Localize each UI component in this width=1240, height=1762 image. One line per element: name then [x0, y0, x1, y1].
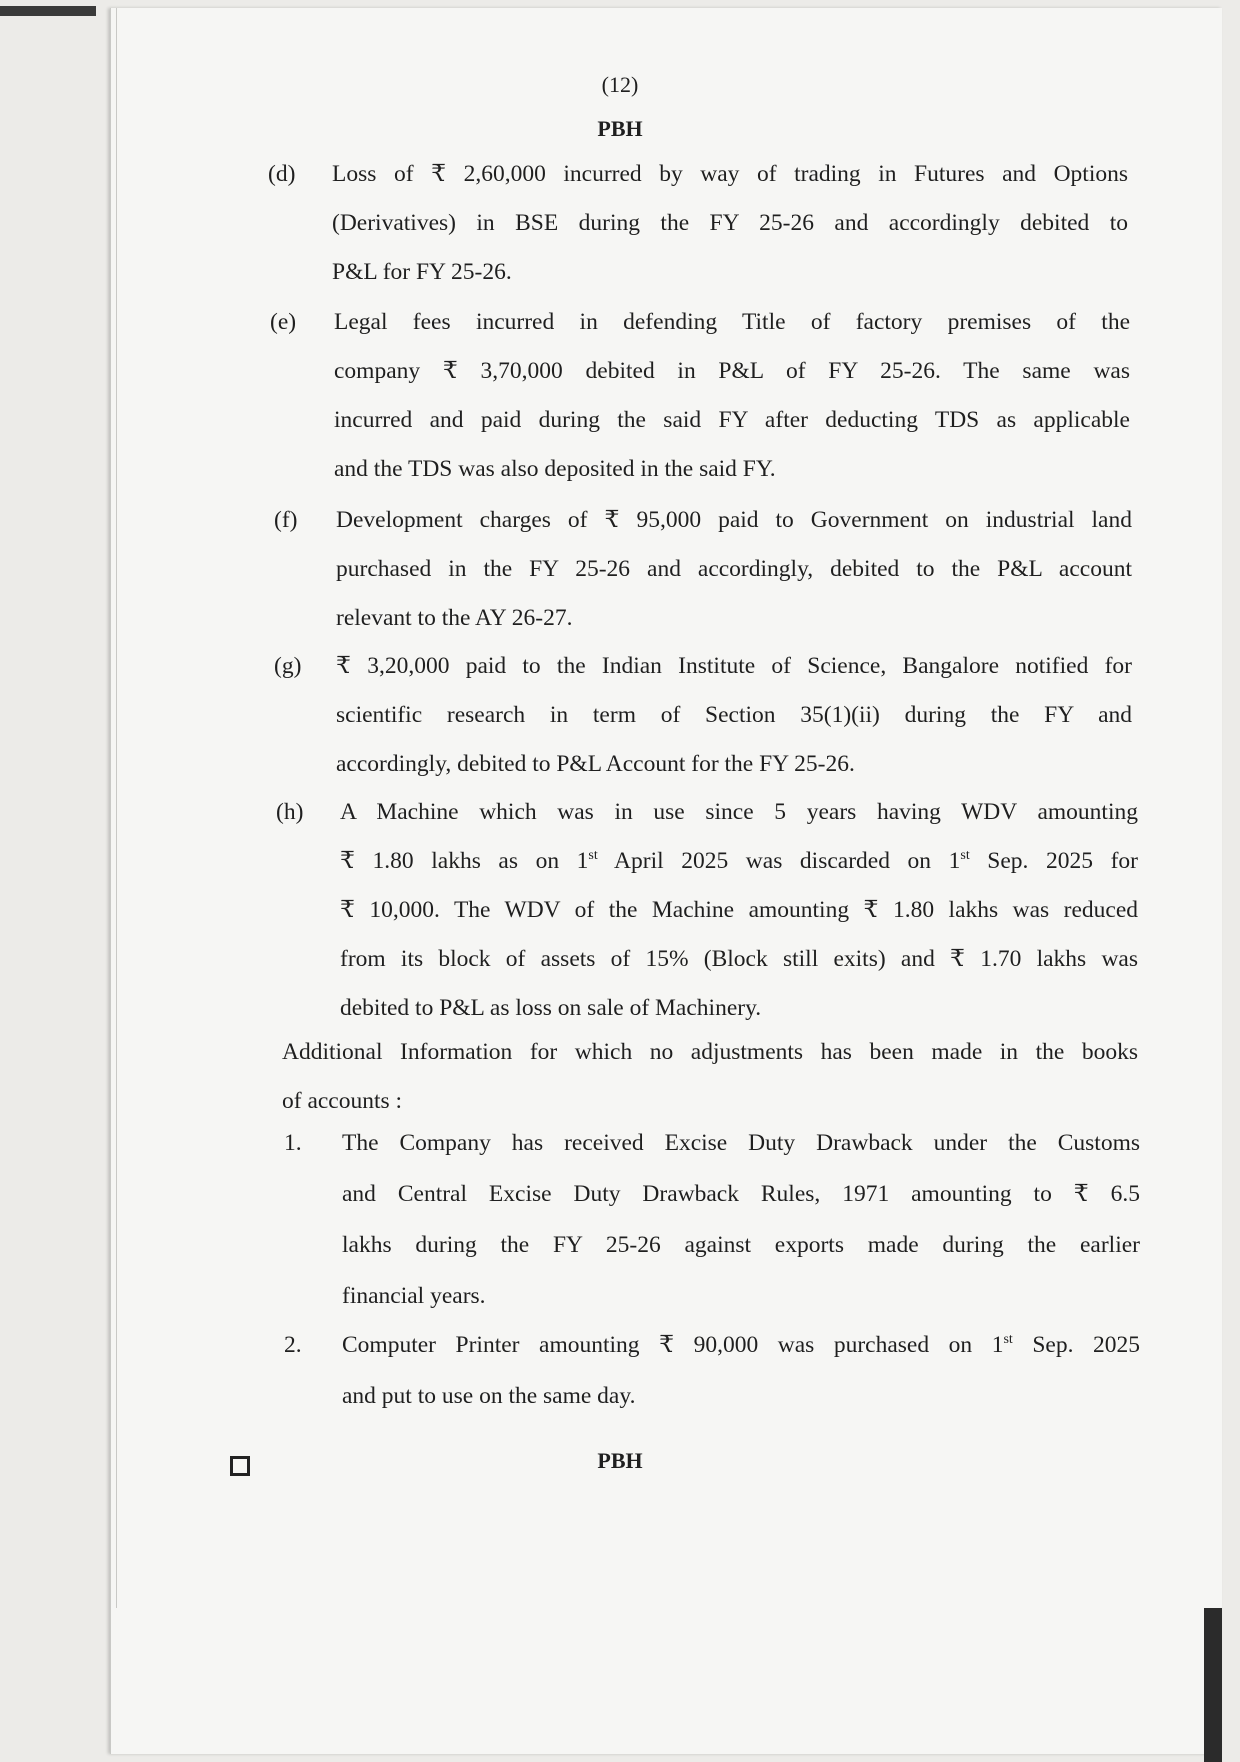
text-line: relevant to the AY 26-27.: [336, 605, 573, 631]
item-label: (d): [268, 161, 296, 187]
text-line: company ₹ 3,70,000 debited in P&L of FY 25-26. The same was: [334, 358, 1130, 384]
page-edge-line: [116, 8, 117, 1608]
text-line: Development charges of ₹ 95,000 paid to Government on industrial land: [336, 507, 1132, 533]
text-line: The Company has received Excise Duty Drawback under the Customs: [342, 1130, 1140, 1156]
additional-info-intro: [282, 1028, 1138, 1126]
text-line: ₹ 10,000. The WDV of the Machine amounting ₹ 1.80 lakhs was reduced: [340, 897, 1138, 923]
text-line: (Derivatives) in BSE during the FY 25-26 and accordingly debited to: [332, 210, 1128, 236]
point-label: 2.: [284, 1332, 302, 1358]
point-label: 1.: [284, 1130, 302, 1156]
text-line: and the TDS was also deposited in the said FY.: [334, 456, 776, 482]
page-number: (12): [601, 72, 639, 97]
text-line: A Machine which was in use since 5 years having WDV amounting: [340, 799, 1138, 825]
page-edge-line: [110, 8, 111, 1754]
point-text: [342, 1320, 1140, 1422]
text-line: from its block of assets of 15% (Block still exits) and ₹ 1.70 lakhs was: [340, 946, 1138, 972]
text-line: and put to use on the same day.: [342, 1383, 636, 1409]
item-text: [336, 642, 1132, 789]
item-text: [332, 150, 1128, 297]
item-label: (e): [270, 309, 297, 335]
text-line: Legal fees incurred in defending Title of factory premises of the: [334, 309, 1130, 335]
text-line: debited to P&L as loss on sale of Machinery.: [340, 995, 762, 1021]
point-text: [342, 1118, 1140, 1322]
scan-edge-mark: [0, 6, 96, 16]
text-line: P&L for FY 25-26.: [332, 259, 512, 285]
text-line: of accounts :: [282, 1088, 403, 1114]
text-line: financial years.: [342, 1283, 486, 1309]
text-line: lakhs during the FY 25-26 against exports made during the earlier: [342, 1232, 1140, 1258]
item-text: [340, 788, 1138, 1033]
scan-shadow-bar: [1204, 1608, 1222, 1762]
item-text: [336, 496, 1132, 643]
text-line: Computer Printer amounting ₹ 90,000 was purchased on 1st Sep. 2025: [342, 1332, 1141, 1358]
text-line: ₹ 1.80 lakhs as on 1st April 2025 was discarded on 1st Sep. 2025 for: [340, 848, 1138, 874]
item-label: (h): [276, 799, 304, 825]
text-line: ₹ 3,20,000 paid to the Indian Institute of Science, Bangalore notified for: [336, 653, 1132, 679]
text-line: accordingly, debited to P&L Account for the FY 25-26.: [336, 751, 855, 777]
text-line: scientific research in term of Section 35(1)(ii) during the FY and: [336, 702, 1132, 728]
paper-code-footer: PBH: [597, 1448, 643, 1473]
item-label: (g): [274, 653, 302, 679]
text-line: purchased in the FY 25-26 and accordingly, debited to the P&L account: [336, 556, 1132, 582]
paper-code-header: PBH: [597, 116, 643, 141]
text-line: Loss of ₹ 2,60,000 incurred by way of trading in Futures and Options: [332, 161, 1128, 187]
item-text: [334, 298, 1130, 494]
text-line: Additional Information for which no adjustments has been made in the books: [282, 1039, 1138, 1065]
text-line: and Central Excise Duty Drawback Rules, 1971 amounting to ₹ 6.5: [342, 1181, 1140, 1207]
item-label: (f): [274, 507, 298, 533]
text-line: incurred and paid during the said FY after deducting TDS as applicable: [334, 407, 1130, 433]
